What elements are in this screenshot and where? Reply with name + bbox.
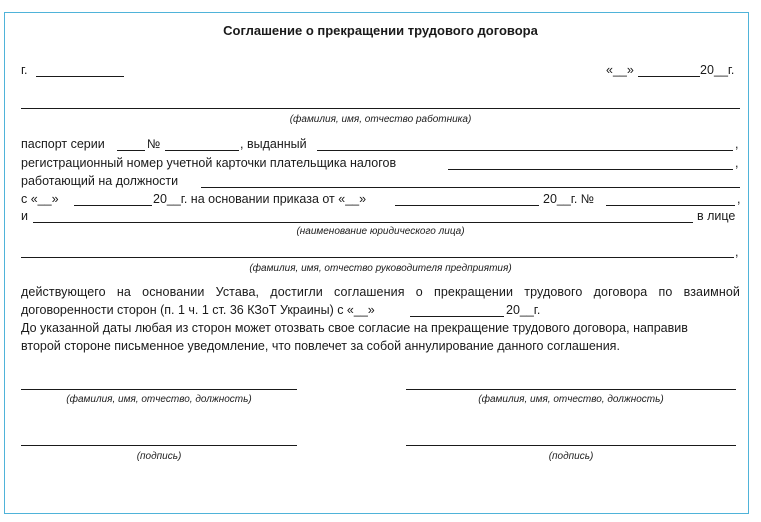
legal-entity-caption: (наименование юридического лица): [296, 226, 465, 237]
comma: ,: [737, 192, 741, 206]
issued-by-field[interactable]: [317, 150, 733, 151]
body-line-3: До указанной даты любая из сторон может отозвать свое согласие на прекращение трудового договора, направив: [21, 321, 688, 335]
tax-card-field[interactable]: [448, 169, 733, 170]
order-date-label: 20__г. на основании приказа от «__»: [153, 192, 367, 206]
director-name-field[interactable]: [21, 257, 734, 258]
document-title: Соглашение о прекращении трудового договора: [223, 23, 538, 38]
city-field[interactable]: [36, 76, 124, 77]
body-line-4: второй стороне письменное уведомление, что повлечет за собой аннулирование данного соглашения.: [21, 339, 620, 353]
left-signature-field[interactable]: [21, 445, 297, 446]
left-signatory-caption: (фамилия, имя, отчество, должность): [66, 394, 252, 405]
comma: ,: [735, 137, 739, 151]
body-line-1: действующего на основании Устава, достигли соглашения о прекращении трудового договора по взаимной: [21, 285, 740, 299]
date-month-field[interactable]: [638, 76, 700, 77]
passport-no-label: №: [147, 137, 161, 151]
position-field[interactable]: [201, 187, 740, 188]
from-date-field[interactable]: [74, 205, 152, 206]
right-signature-caption: (подпись): [548, 451, 594, 462]
right-signature-field[interactable]: [406, 445, 736, 446]
date-year-prefix: 20: [700, 63, 714, 77]
represented-by-label: в лице: [697, 209, 736, 223]
passport-series-label: паспорт серии: [21, 137, 105, 151]
date-suffix: __г.: [714, 63, 735, 77]
right-signatory-caption: (фамилия, имя, отчество, должность): [478, 394, 664, 405]
body-line-2a: договоренности сторон (п. 1 ч. 1 ст. 36 КЗоТ Украины) с «__»: [21, 303, 375, 317]
from-date-label: с «__»: [21, 192, 59, 206]
employee-name-caption: (фамилия, имя, отчество работника): [289, 114, 472, 125]
left-signature-caption: (подпись): [136, 451, 182, 462]
passport-series-field[interactable]: [117, 150, 145, 151]
passport-number-field[interactable]: [165, 150, 239, 151]
position-label: работающий на должности: [21, 174, 179, 188]
date-day: «__»: [606, 63, 634, 77]
right-signatory-name-field[interactable]: [406, 389, 736, 390]
director-name-caption: (фамилия, имя, отчество руководителя предприятия): [249, 263, 512, 274]
legal-entity-field[interactable]: [33, 222, 693, 223]
comma: ,: [735, 156, 739, 170]
and-label: и: [21, 209, 28, 223]
body-line-2b: 20__г.: [506, 303, 541, 317]
left-signatory-name-field[interactable]: [21, 389, 297, 390]
employee-name-field[interactable]: [21, 108, 740, 109]
comma: ,: [735, 245, 739, 259]
issued-by-label: , выданный: [240, 137, 307, 151]
order-number-field[interactable]: [606, 205, 735, 206]
termination-date-field[interactable]: [410, 316, 504, 317]
tax-card-label: регистрационный номер учетной карточки плательщика налогов: [21, 156, 397, 170]
order-number-label: 20__г. №: [543, 192, 595, 206]
city-prefix: г.: [21, 63, 28, 77]
order-date-field[interactable]: [395, 205, 539, 206]
